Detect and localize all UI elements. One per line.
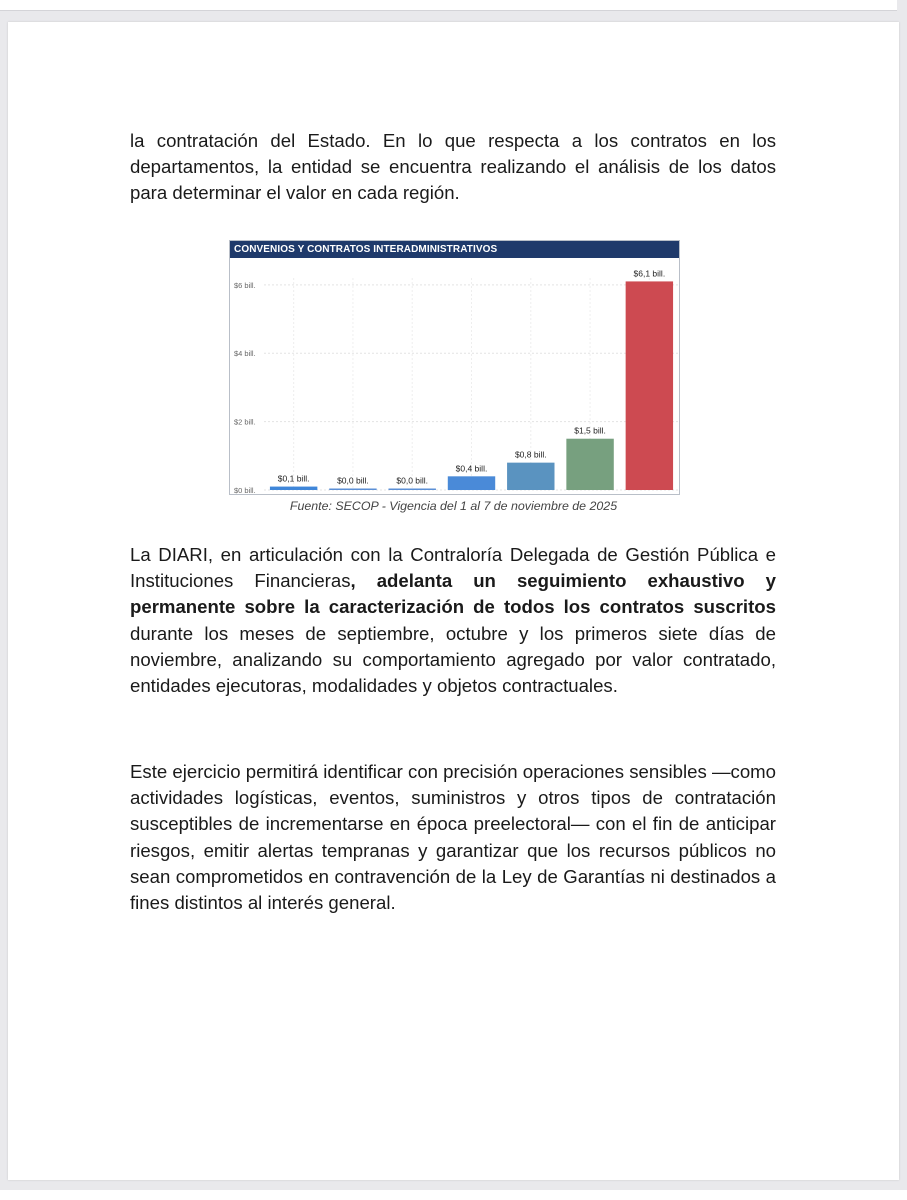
chart-plot	[230, 258, 679, 494]
data-label: $0,4 bill.	[455, 463, 488, 474]
data-label: $0,0 bill.	[396, 475, 429, 486]
next-page-edge	[0, 1190, 907, 1200]
data-label: $0,0 bill.	[337, 475, 369, 486]
bar	[566, 439, 613, 490]
bar	[448, 476, 495, 490]
bar	[389, 489, 436, 491]
data-label: $0,8 bill.	[514, 449, 547, 460]
paragraph-intro: la contratación del Estado. En lo que respecta a los contratos en los departamentos, la entidad se encuentra realizando el análisis de los datos para determinar el valor en cada región.	[130, 130, 776, 204]
y-tick-label: $4 bill.	[234, 349, 256, 359]
chart-source-caption: Fuente: SECOP - Vigencia del 1 al 7 de noviembre de 2025	[289, 499, 618, 513]
paragraph-diari-text-2: durante los meses de septiembre, octubre y los primeros siete días de noviembre, analizando su comportamiento agregado por valor contratado, entidades ejecutoras, modalidades y objetos contractuales.	[130, 622, 776, 697]
paragraph-diari-bold: , adelanta un seguimiento exhaustivo y permanente sobre la caracterización de todos los contratos suscritos	[130, 570, 777, 618]
y-tick-label: $0 bill.	[234, 486, 256, 494]
paragraph-diari-text-1: La DIARI, en articulación con la Contraloría Delegada de Gestión Pública e Instituciones Financieras	[130, 544, 776, 592]
paragraph-diari	[130, 542, 776, 699]
bar	[270, 487, 317, 490]
data-label: $6,1 bill.	[633, 268, 666, 279]
paragraph-ejercicio: Este ejercicio permitirá identificar con precisión operaciones sensibles —como actividades logísticas, eventos, suministros y otros tipos de contratación susceptibles de incrementarse en época preelectoral— con el fin de anticipar riesgos, emitir alertas tempranas y garantizar que los recursos públicos no sean comprometidos en contravención de la Ley de Garantías ni destinados a fines distintos al interés general.	[130, 761, 776, 914]
previous-page-edge	[0, 0, 897, 11]
data-label: $1,5 bill.	[574, 425, 606, 436]
bar-chart	[229, 240, 680, 495]
bar	[507, 463, 554, 490]
y-tick-label: $6 bill.	[234, 280, 256, 290]
bar	[626, 281, 673, 490]
y-tick-label: $2 bill.	[234, 417, 256, 427]
bar	[329, 489, 376, 491]
data-label: $0,1 bill.	[277, 473, 310, 484]
chart-title: CONVENIOS Y CONTRATOS INTERADMINISTRATIVOS	[230, 241, 679, 258]
document-page	[8, 22, 899, 1180]
